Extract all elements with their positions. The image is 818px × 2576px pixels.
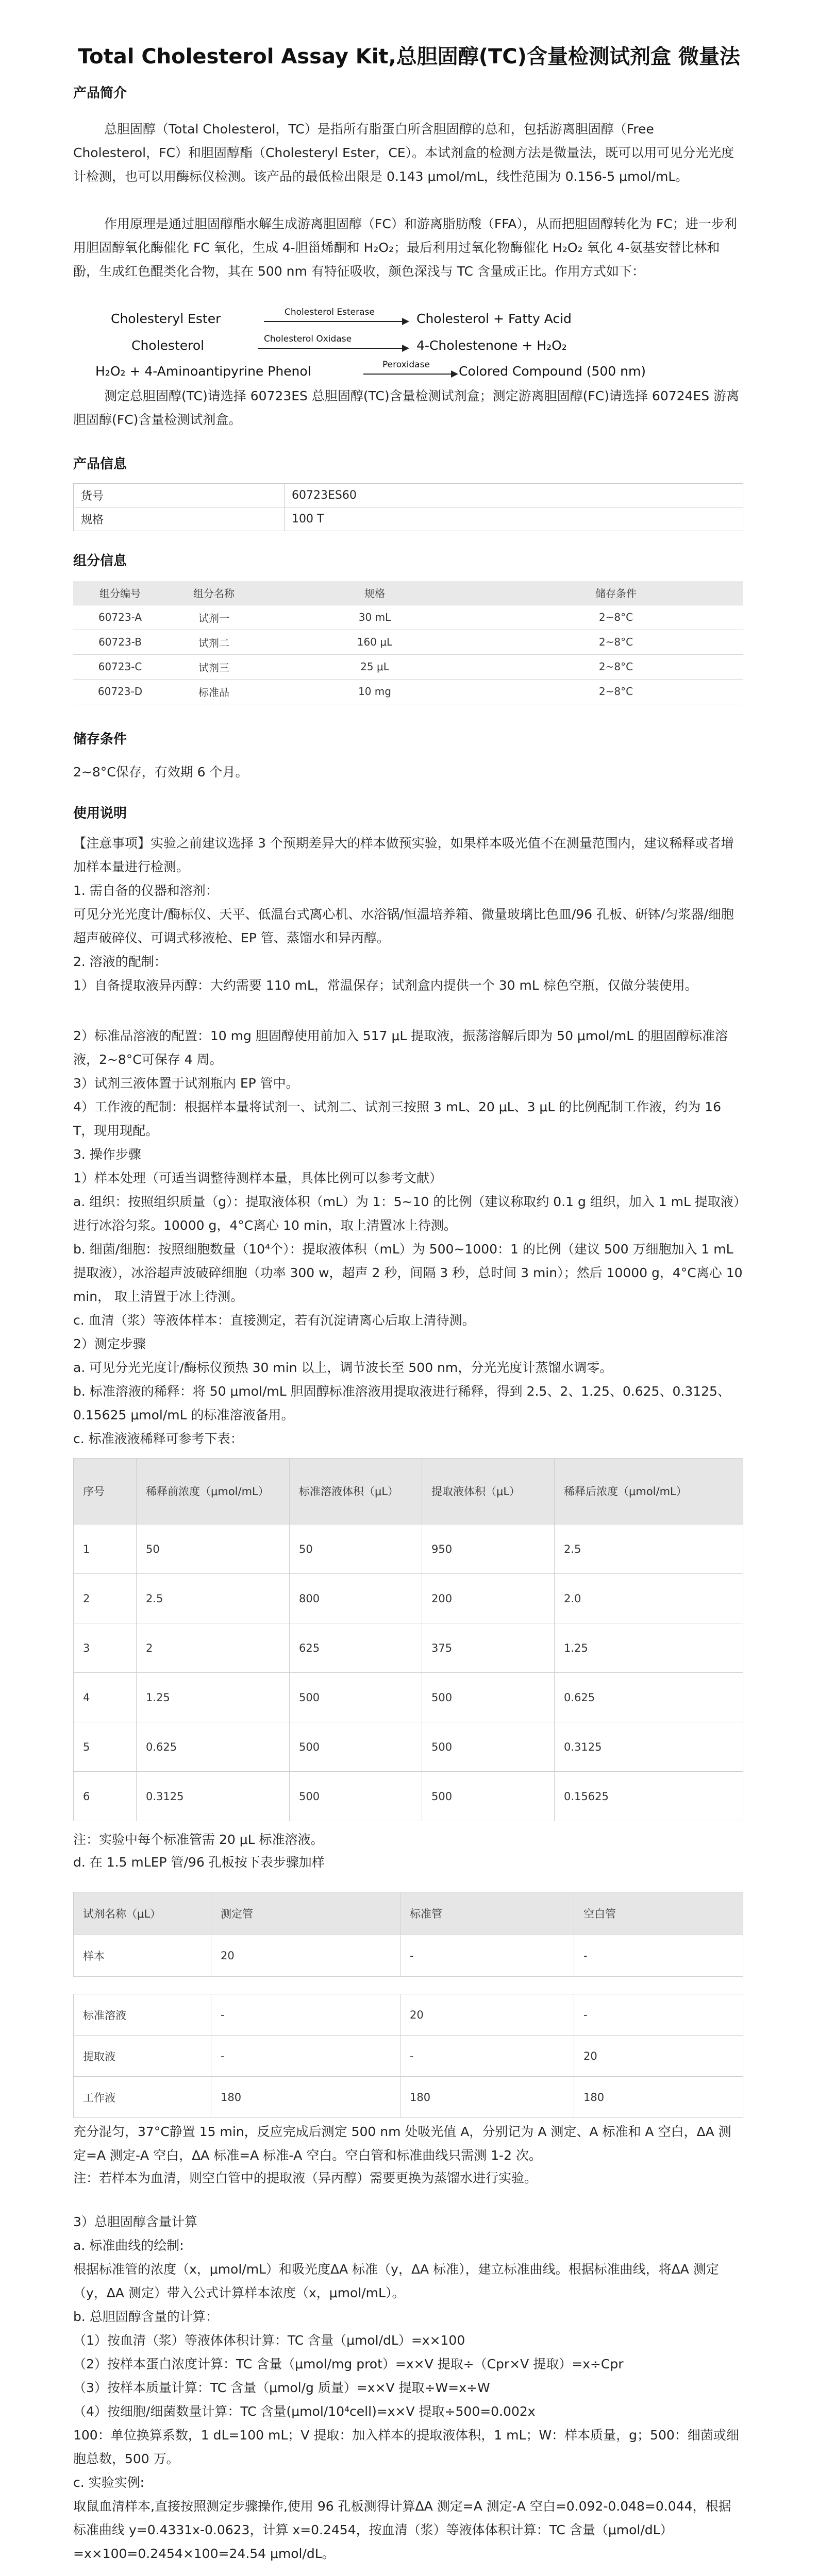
component-storage: 2~8°C (489, 605, 743, 630)
components-row (73, 605, 743, 630)
intro-heading: 产品简介 (73, 86, 127, 101)
dilution-cell: 4 (74, 1673, 137, 1722)
loading-table-header (73, 1892, 743, 1977)
component-storage: 2~8°C (489, 630, 743, 654)
usage-solution-3: 3）试剂三液体置于试剂瓶内 EP 管中。 (73, 1076, 299, 1091)
usage-equipment: 可见分光光度计/酶标仪、天平、低温台式离心机、水浴锅/恒温培养箱、微量玻璃比色皿/96 孔板、研钵/匀浆器/细胞超声破碎仪、可调式移液枪、EP 管、蒸馏水和异丙醇。 (73, 907, 734, 945)
loading-mix-note: 充分混匀，37°C静置 15 min，反应完成后测定 500 nm 处吸光值 A，分别记为 A 测定、A 标准和 A 空白，ΔA 测定=A 测定-A 空白，ΔA 标准=A 标准-A 空白。空白管和标准曲线只需测 1-2 次。 (73, 2124, 731, 2163)
dilution-cell: 800 (290, 1574, 422, 1623)
component-spec: 10 mg (261, 679, 489, 704)
reaction-3-enzyme: Peroxidase (382, 360, 430, 370)
product-info-label: 规格 (74, 507, 285, 531)
reaction-3-arrow (363, 374, 451, 375)
component-id: 60723-B (73, 630, 167, 654)
calc-a-title: a. 标准曲线的绘制: (73, 2238, 184, 2253)
component-id: 60723-C (73, 654, 167, 679)
calc-formula-1: （1）按血清（浆）等液体体积计算：TC 含量（μmol/dL）=x×100 (73, 2333, 465, 2348)
usage-sample-title: 1）样本处理（可适当调整待测样本量，具体比例可以参考文献） (73, 1171, 442, 1185)
calc-a-text: 根据标准管的浓度（x，μmol/mL）和吸光度ΔA 标准（y，ΔA 标准），建立标准曲线。根据标准曲线，将ΔA 测定（y，ΔA 测定）带入公式计算样本浓度（x，μmol/mL）。 (73, 2262, 719, 2300)
calc-formula-2: （2）按样本蛋白浓度计算：TC 含量（μmol/mg prot）=x×V 提取÷（Cpr×V 提取）=x÷Cpr (73, 2357, 624, 2371)
reaction-1-enzyme: Cholesterol Esterase (285, 307, 375, 317)
loading-cell: - (211, 2036, 400, 2077)
usage-step-2-title: 2. 溶液的配制： (73, 954, 167, 969)
reaction-3-product: Colored Compound (500 nm) (459, 364, 646, 379)
storage-heading: 储存条件 (73, 732, 127, 747)
reaction-2-arrow (258, 348, 402, 349)
loading-cell: 提取液 (74, 2036, 211, 2077)
component-name: 标准品 (167, 679, 261, 704)
usage-measure-d: d. 在 1.5 mLEP 管/96 孔板按下表步骤加样 (73, 1855, 325, 1870)
dilution-cell: 2.0 (555, 1574, 743, 1623)
loading-cell: 标准溶液 (74, 1994, 211, 2036)
loading-cell: 180 (400, 2077, 574, 2118)
component-storage: 2~8°C (489, 679, 743, 704)
usage-sample-serum: c. 血清（浆）等液体样本：直接测定，若有沉淀请离心后取上清待测。 (73, 1313, 475, 1328)
dilution-cell: 500 (290, 1722, 422, 1772)
dilution-cell: 200 (422, 1574, 555, 1623)
dilution-cell: 2 (74, 1574, 137, 1623)
component-name: 试剂一 (167, 605, 261, 630)
components-header-cell: 组分名称 (167, 581, 261, 605)
usage-solution-2: 2）标准品溶液的配置：10 mg 胆固醇使用前加入 517 μL 提取液，振荡溶解后即为 50 μmol/mL 的胆固醇标准溶液，2~8°C可保存 4 周。 (73, 1028, 728, 1067)
calc-formula-3: （3）按样本质量计算：TC 含量（μmol/g 质量）=x×V 提取÷W=x÷W (73, 2380, 490, 2395)
reaction-2-product: 4-Cholestenone + H₂O₂ (416, 338, 567, 353)
usage-step-3-title: 3. 操作步骤 (73, 1147, 141, 1162)
reaction-2-enzyme: Cholesterol Oxidase (264, 334, 352, 344)
loading-row (74, 1935, 743, 1977)
dilution-cell: 3 (74, 1623, 137, 1673)
intro-paragraph-1: 总胆固醇（Total Cholesterol，TC）是指所有脂蛋白所含胆固醇的总和，包括游离胆固醇（Free Cholesterol，FC）和胆固醇酯（Cholesteryl Ester，CE）。本试剂盒的检测方法是微量法，既可以用可见分光光度计检测，也可以用酶标仪检测。该产品的最低检出限是 0.143 μmol/mL，线性范围为 0.156-5 μmol/mL。 (73, 122, 734, 184)
dilution-row (74, 1524, 743, 1574)
components-row (73, 630, 743, 654)
loading-header-row (74, 1892, 743, 1935)
calc-units: 100：单位换算系数，1 dL=100 mL；V 提取：加入样本的提取液体积，1 mL；W：样本质量，g；500：细菌或细胞总数，500 万。 (73, 2428, 739, 2466)
loading-cell: - (574, 1994, 743, 2036)
dilution-cell: 2.5 (137, 1574, 290, 1623)
reaction-1-arrowhead (402, 318, 409, 325)
reaction-2-arrowhead (402, 345, 409, 352)
loading-header-cell: 空白管 (574, 1892, 743, 1935)
dilution-cell: 0.3125 (137, 1772, 290, 1821)
dilution-header-cell: 稀释前浓度（μmol/mL） (137, 1459, 290, 1524)
info-heading: 产品信息 (73, 456, 127, 472)
dilution-cell: 500 (422, 1673, 555, 1722)
dilution-cell: 1.25 (137, 1673, 290, 1722)
component-name: 试剂三 (167, 654, 261, 679)
component-storage: 2~8°C (489, 654, 743, 679)
loading-cell: - (400, 1935, 574, 1977)
composition-heading: 组分信息 (73, 553, 127, 569)
components-header-cell: 储存条件 (489, 581, 743, 605)
product-info-value: 100 T (285, 507, 743, 531)
product-info-label: 货号 (74, 484, 285, 507)
loading-cell: 180 (211, 2077, 400, 2118)
dilution-cell: 1.25 (555, 1623, 743, 1673)
product-info-row (74, 484, 743, 507)
loading-header-cell: 标准管 (400, 1892, 574, 1935)
usage-measure-c: c. 标准液液稀释可参考下表： (73, 1431, 243, 1446)
component-name: 试剂二 (167, 630, 261, 654)
product-info-value: 60723ES60 (285, 484, 743, 507)
components-header-cell: 组分编号 (73, 581, 167, 605)
usage-sample-cells: b. 细菌/细胞：按照细胞数量（10⁴个）：提取液体积（mL）为 500~1000：1 的比例（建议 500 万细胞加入 1 mL 提取液），冰浴超声波破碎细胞（功率 300 w，超声 2 秒，间隔 3 秒，总时间 3 min）；然后 10000 g，4°C离心 10 min， 取上清置于冰上待测。 (73, 1242, 743, 1304)
reaction-3-reactant: H₂O₂ + 4-Aminoantipyrine Phenol (95, 364, 311, 379)
dilution-header-cell: 标准溶液体积（μL） (290, 1459, 422, 1524)
dilution-row (74, 1673, 743, 1722)
components-header-row (73, 581, 743, 605)
calc-formula-4: （4）按细胞/细菌数量计算：TC 含量(μmol/10⁴cell)=x×V 提取÷500=0.002x (73, 2404, 536, 2419)
product-info-table (73, 483, 743, 531)
calc-c-title: c. 实验实例: (73, 2475, 145, 2490)
dilution-header-cell: 稀释后浓度（μmol/mL） (555, 1459, 743, 1524)
loading-cell: 样本 (74, 1935, 211, 1977)
component-spec: 160 μL (261, 630, 489, 654)
dilution-row (74, 1623, 743, 1673)
loading-cell: - (574, 1935, 743, 1977)
usage-measure-b: b. 标准溶液的稀释：将 50 μmol/mL 胆固醇标准溶液用提取液进行稀释，得到 2.5、2、1.25、0.625、0.3125、0.15625 μmol/mL 的标准溶液备用。 (73, 1384, 730, 1422)
loading-row (74, 1994, 743, 2036)
dilution-note: 注：实验中每个标准管需 20 μL 标准溶液。 (73, 1832, 324, 1847)
usage-caution: 【注意事项】实验之前建议选择 3 个预期差异大的样本做预实验，如果样本吸光值不在测量范围内，建议稀释或者增加样本量进行检测。 (73, 836, 734, 874)
component-id: 60723-D (73, 679, 167, 704)
product-info-row (74, 507, 743, 531)
usage-sample-tissue: a. 组织：按照组织质量（g）：提取液体积（mL）为 1：5~10 的比例（建议称取约 0.1 g 组织，加入 1 mL 提取液）进行冰浴匀浆。10000 g，4°C离心 10 min，取上清置冰上待测。 (73, 1194, 740, 1233)
reaction-1-product: Cholesterol + Fatty Acid (416, 311, 572, 326)
component-id: 60723-A (73, 605, 167, 630)
loading-header-cell: 测定管 (211, 1892, 400, 1935)
component-spec: 30 mL (261, 605, 489, 630)
loading-cell: 工作液 (74, 2077, 211, 2118)
dilution-row (74, 1574, 743, 1623)
dilution-cell: 5 (74, 1722, 137, 1772)
component-spec: 25 μL (261, 654, 489, 679)
dilution-header-cell: 提取液体积（μL） (422, 1459, 555, 1524)
loading-table-body (73, 1994, 743, 2118)
dilution-cell: 0.625 (137, 1722, 290, 1772)
usage-solution-1: 1）自备提取液异丙醇：大约需要 110 mL，常温保存；试剂盒内提供一个 30 mL 棕色空瓶，仅做分装使用。 (73, 978, 698, 993)
calc-b-title: b. 总胆固醇含量的计算： (73, 2309, 219, 2324)
reaction-2-reactant: Cholesterol (131, 338, 205, 353)
intro-paragraph-2: 作用原理是通过胆固醇酯水解生成游离胆固醇（FC）和游离脂肪酸（FFA），从而把胆固醇转化为 FC；进一步利用胆固醇氧化酶催化 FC 氧化，生成 4-胆甾烯酮和 H₂O₂；最后利用过氧化物酶催化 H₂O₂ 氧化 4-氨基安替比林和酚，生成红色醌类化合物，其在 500 nm 有特征吸收，颜色深浅与 TC 含量成正比。作用方式如下： (73, 216, 737, 279)
dilution-cell: 500 (422, 1722, 555, 1772)
usage-measure-title: 2）测定步骤 (73, 1336, 146, 1351)
dilution-header-cell: 序号 (74, 1459, 137, 1524)
components-table (73, 581, 743, 704)
dilution-cell: 0.15625 (555, 1772, 743, 1821)
usage-solution-4: 4）工作液的配制：根据样本量将试剂一、试剂二、试剂三按照 3 mL、20 μL、3 μL 的比例配制工作液，约为 16 T，现用现配。 (73, 1099, 721, 1138)
dilution-cell: 2 (137, 1623, 290, 1673)
reaction-1-arrow (264, 321, 402, 322)
loading-cell: 20 (574, 2036, 743, 2077)
components-row (73, 654, 743, 679)
usage-measure-a: a. 可见分光光度计/酶标仪预热 30 min 以上，调节波长至 500 nm，分光光度计蒸馏水调零。 (73, 1360, 613, 1375)
usage-heading: 使用说明 (73, 806, 127, 821)
loading-cell: 20 (400, 1994, 574, 2036)
intro-paragraph-3: 测定总胆固醇(TC)请选择 60723ES 总胆固醇(TC)含量检测试剂盒；测定游离胆固醇(FC)请选择 60724ES 游离胆固醇(FC)含量检测试剂盒。 (73, 388, 740, 427)
reaction-3-arrowhead (451, 370, 458, 378)
usage-step-1-title: 1. 需自备的仪器和溶剂： (73, 883, 219, 898)
dilution-cell: 375 (422, 1623, 555, 1673)
calc-title: 3）总胆固醇含量计算 (73, 2214, 197, 2229)
dilution-cell: 500 (290, 1772, 422, 1821)
dilution-row (74, 1722, 743, 1772)
document-title: Total Cholesterol Assay Kit,总胆固醇(TC)含量检测试剂盒 微量法 (78, 45, 740, 69)
dilution-cell: 50 (290, 1524, 422, 1574)
dilution-cell: 1 (74, 1524, 137, 1574)
dilution-table (73, 1458, 743, 1821)
loading-cell: - (400, 2036, 574, 2077)
components-row (73, 679, 743, 704)
dilution-cell: 2.5 (555, 1524, 743, 1574)
dilution-cell: 50 (137, 1524, 290, 1574)
dilution-row (74, 1772, 743, 1821)
dilution-cell: 950 (422, 1524, 555, 1574)
loading-row (74, 2036, 743, 2077)
loading-serum-tip: 注：若样本为血清，则空白管中的提取液（异丙醇）需要更换为蒸馏水进行实验。 (73, 2171, 538, 2185)
dilution-cell: 6 (74, 1772, 137, 1821)
dilution-cell: 500 (290, 1673, 422, 1722)
loading-header-cell: 试剂名称（μL） (74, 1892, 211, 1935)
loading-cell: - (211, 1994, 400, 2036)
dilution-header-row (74, 1459, 743, 1524)
components-header-cell: 规格 (261, 581, 489, 605)
reaction-1-reactant: Cholesteryl Ester (111, 311, 221, 326)
storage-text: 2~8°C保存，有效期 6 个月。 (73, 765, 248, 779)
dilution-cell: 0.3125 (555, 1722, 743, 1772)
loading-cell: 180 (574, 2077, 743, 2118)
calc-example: 取鼠血清样本,直接按照测定步骤操作,使用 96 孔板测得计算ΔA 测定=A 测定-A 空白=0.092-0.048=0.044，根据标准曲线 y=0.4331x-0.0623，计算 x=0.2454，按血清（浆）等液体体积计算：TC 含量（μmol/dL）=x×100=0.2454×100=24.54 μmol/dL。 (73, 2499, 731, 2561)
loading-cell: 20 (211, 1935, 400, 1977)
dilution-cell: 625 (290, 1623, 422, 1673)
dilution-cell: 0.625 (555, 1673, 743, 1722)
loading-row (74, 2077, 743, 2118)
dilution-cell: 500 (422, 1772, 555, 1821)
